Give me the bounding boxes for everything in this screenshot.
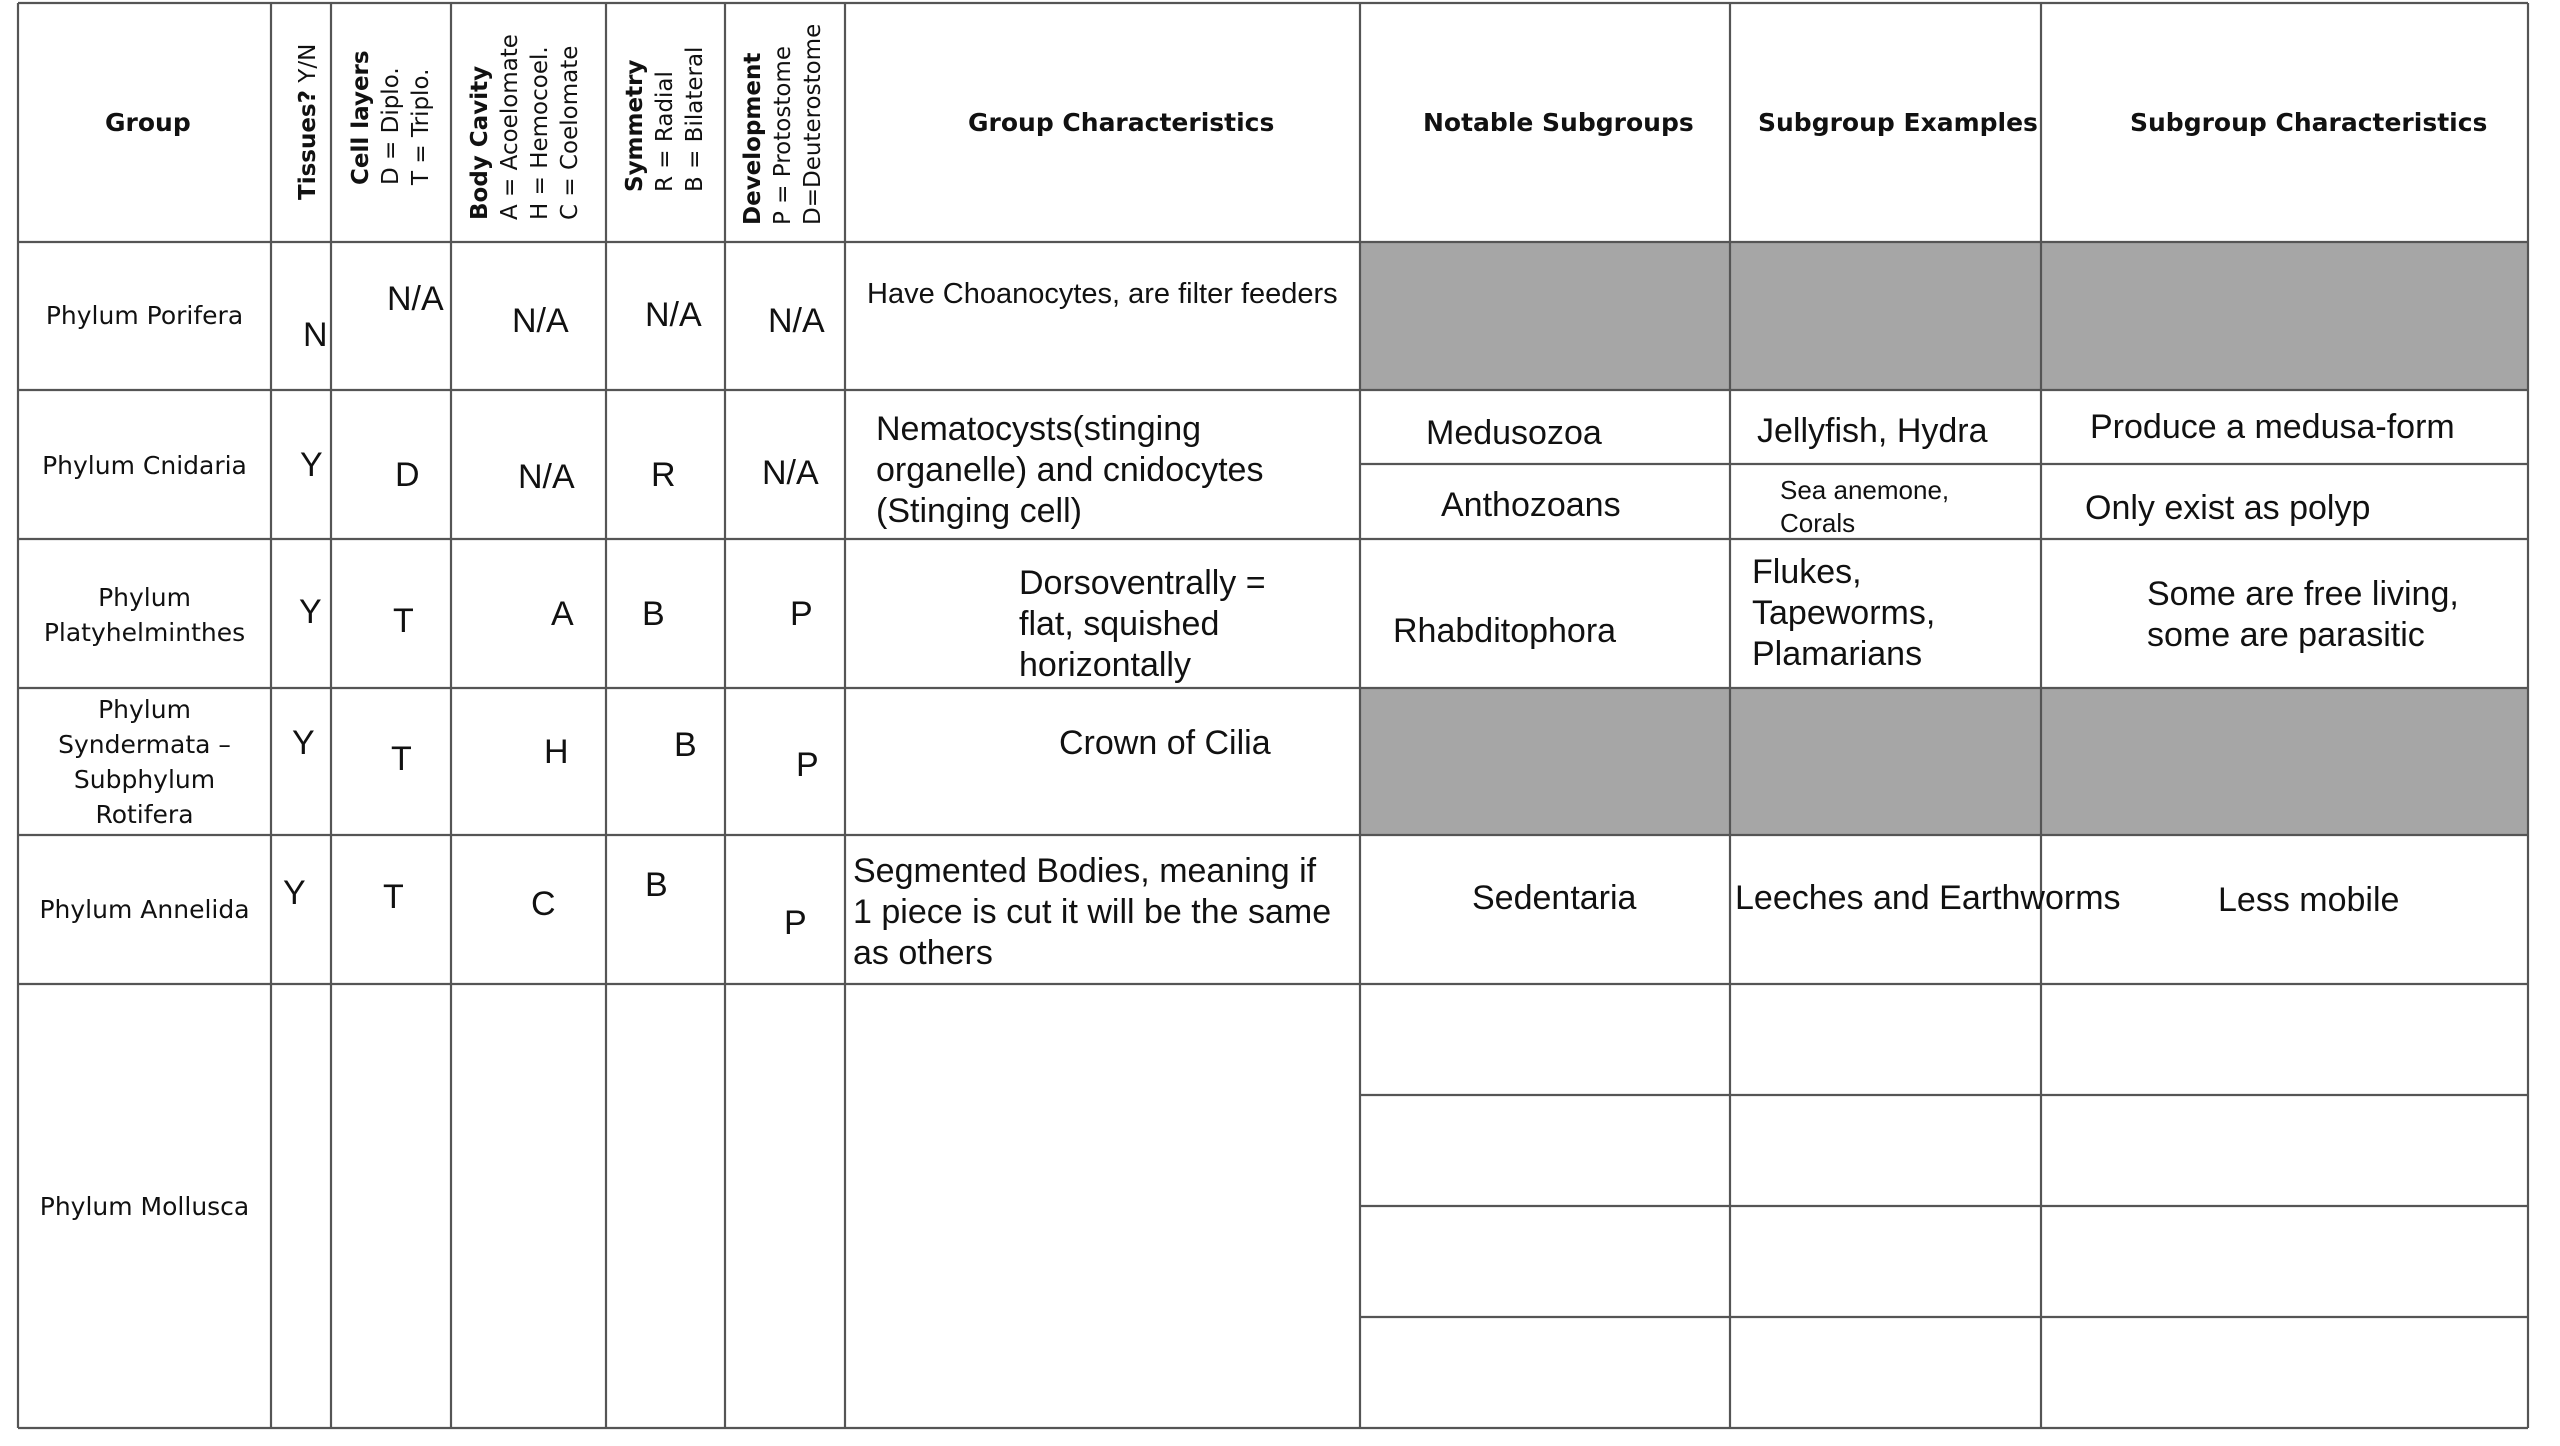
header-tissues-options: Y/N [295, 43, 321, 91]
annelida-development: P [784, 904, 807, 942]
group-syndermata [18, 692, 271, 832]
header-symmetry-r: R = Radial [652, 71, 678, 192]
header-development-p: P = Protostome [770, 46, 796, 225]
syndermata-body-cavity: H [544, 733, 569, 771]
cnidaria-characteristics-line-3: (Stinging cell) [876, 492, 1082, 530]
syndermata-cell-layers: T [391, 740, 412, 778]
cnidaria-example-anthozoans [1780, 474, 1949, 540]
group-annelida: Phylum Annelida [39, 895, 250, 924]
platyhelminthes-symmetry: B [642, 595, 665, 633]
header-subgroup-characteristics: Subgroup Characteristics [2130, 108, 2488, 137]
header-development-d: D=Deuterostome [800, 23, 826, 225]
platyhelminthes-subchar-line-2: some are parasitic [2147, 616, 2425, 654]
cnidaria-subgroup-medusozoa: Medusozoa [1426, 414, 1602, 452]
platyhelminthes-examples [1752, 552, 1935, 675]
group-syndermata-line-3: Subphylum [73, 765, 216, 794]
header-body-cavity-c: C = Coelomate [557, 45, 583, 220]
group-syndermata-line-2: Syndermata – [58, 730, 231, 759]
header-subgroup-examples: Subgroup Examples [1758, 108, 2038, 137]
cnidaria-example-anthozoans-line-2: Corals [1780, 508, 1856, 538]
annelida-example: Leeches and Earthworms [1735, 879, 2121, 917]
annelida-characteristics-line-1: Segmented Bodies, meaning if [853, 852, 1317, 890]
platyhelminthes-subgroup: Rhabditophora [1393, 612, 1617, 650]
cnidaria-tissues: Y [300, 446, 323, 484]
header-development-label: Development [740, 52, 766, 225]
header-symmetry-b: B = Bilateral [682, 46, 708, 192]
platyhelminthes-characteristics [1019, 563, 1266, 686]
cnidaria-characteristics-line-1: Nematocysts(stinging [876, 410, 1202, 448]
porifera-subgroup-shading [1360, 242, 2528, 390]
platyhelminthes-example-line-1: Flukes, [1752, 553, 1862, 591]
annelida-symmetry: B [645, 866, 668, 904]
cnidaria-example-anthozoans-line-1: Sea anemone, [1780, 475, 1950, 505]
platyhelminthes-characteristics-line-2: flat, squished [1019, 605, 1220, 643]
annelida-characteristics-line-3: as others [853, 934, 993, 972]
annelida-tissues: Y [283, 874, 306, 912]
header-body-cavity-label: Body Cavity [467, 65, 493, 220]
group-mollusca: Phylum Mollusca [39, 1192, 250, 1221]
cnidaria-development: N/A [762, 454, 819, 492]
header-symmetry-label: Symmetry [622, 59, 648, 192]
header-body-cavity [465, 34, 585, 220]
cnidaria-body-cavity: N/A [518, 458, 575, 496]
platyhelminthes-example-line-2: Tapeworms, [1752, 594, 1936, 632]
header-symmetry [620, 47, 710, 192]
annelida-subgroup-characteristics: Less mobile [2218, 881, 2400, 919]
porifera-cell-layers: N/A [387, 280, 444, 318]
platyhelminthes-subchar-line-1: Some are free living, [2147, 575, 2459, 613]
platyhelminthes-characteristics-line-3: horizontally [1019, 646, 1191, 684]
header-development [738, 24, 828, 225]
platyhelminthes-subgroup-characteristics [2147, 574, 2459, 656]
header-body-cavity-h: H = Hemocoel. [527, 46, 553, 220]
platyhelminthes-cell-layers: T [393, 602, 414, 640]
cnidaria-example-medusozoa: Jellyfish, Hydra [1757, 412, 1988, 450]
header-notable-subgroups: Notable Subgroups [1423, 108, 1694, 137]
cnidaria-characteristics-line-2: organelle) and cnidocytes [876, 451, 1264, 489]
annelida-characteristics [853, 851, 1331, 974]
syndermata-symmetry: B [674, 726, 697, 764]
cnidaria-symmetry: R [651, 456, 676, 494]
header-group-characteristics: Group Characteristics [968, 108, 1275, 137]
group-porifera: Phylum Porifera [45, 301, 244, 330]
group-cnidaria: Phylum Cnidaria [42, 451, 247, 480]
syndermata-development: P [796, 746, 819, 784]
annelida-subgroup: Sedentaria [1472, 879, 1637, 917]
cnidaria-subchar-medusozoa: Produce a medusa-form [2090, 408, 2455, 446]
platyhelminthes-development: P [790, 595, 813, 633]
annelida-characteristics-line-2: 1 piece is cut it will be the same [853, 893, 1332, 931]
platyhelminthes-body-cavity: A [551, 595, 574, 633]
header-cell-layers [346, 50, 436, 185]
cnidaria-cell-layers: D [395, 456, 420, 494]
platyhelminthes-characteristics-line-1: Dorsoventrally = [1019, 564, 1266, 602]
header-cell-layers-label: Cell layers [348, 50, 374, 185]
annelida-body-cavity: C [531, 885, 556, 923]
header-group: Group [105, 108, 191, 137]
porifera-development: N/A [768, 302, 825, 340]
syndermata-characteristics: Crown of Cilia [1059, 724, 1271, 762]
cnidaria-subchar-anthozoans: Only exist as polyp [2085, 489, 2371, 527]
annelida-cell-layers: T [383, 878, 404, 916]
header-tissues [293, 44, 323, 200]
porifera-tissues: N [303, 316, 328, 354]
cnidaria-characteristics [876, 409, 1263, 532]
syndermata-subgroup-shading [1360, 688, 2528, 835]
group-platyhelminthes [18, 580, 271, 650]
header-body-cavity-a: A = Acoelomate [497, 34, 523, 220]
platyhelminthes-example-line-3: Plamarians [1752, 635, 1923, 673]
porifera-body-cavity: N/A [512, 302, 569, 340]
group-platyhelminthes-line-1: Phylum [98, 583, 191, 612]
porifera-symmetry: N/A [645, 296, 702, 334]
header-cell-layers-t: T = Triplo. [408, 68, 434, 185]
cnidaria-subgroup-anthozoans: Anthozoans [1441, 486, 1621, 524]
platyhelminthes-tissues: Y [299, 593, 322, 631]
header-tissues-label: Tissues? [295, 90, 321, 200]
header-cell-layers-d: D = Diplo. [378, 67, 404, 185]
syndermata-tissues: Y [292, 724, 315, 762]
group-platyhelminthes-line-2: Platyhelminthes [43, 618, 246, 647]
porifera-characteristics: Have Choanocytes, are filter feeders [867, 278, 1338, 310]
group-syndermata-line-4: Rotifera [95, 800, 194, 829]
group-syndermata-line-1: Phylum [98, 695, 191, 724]
